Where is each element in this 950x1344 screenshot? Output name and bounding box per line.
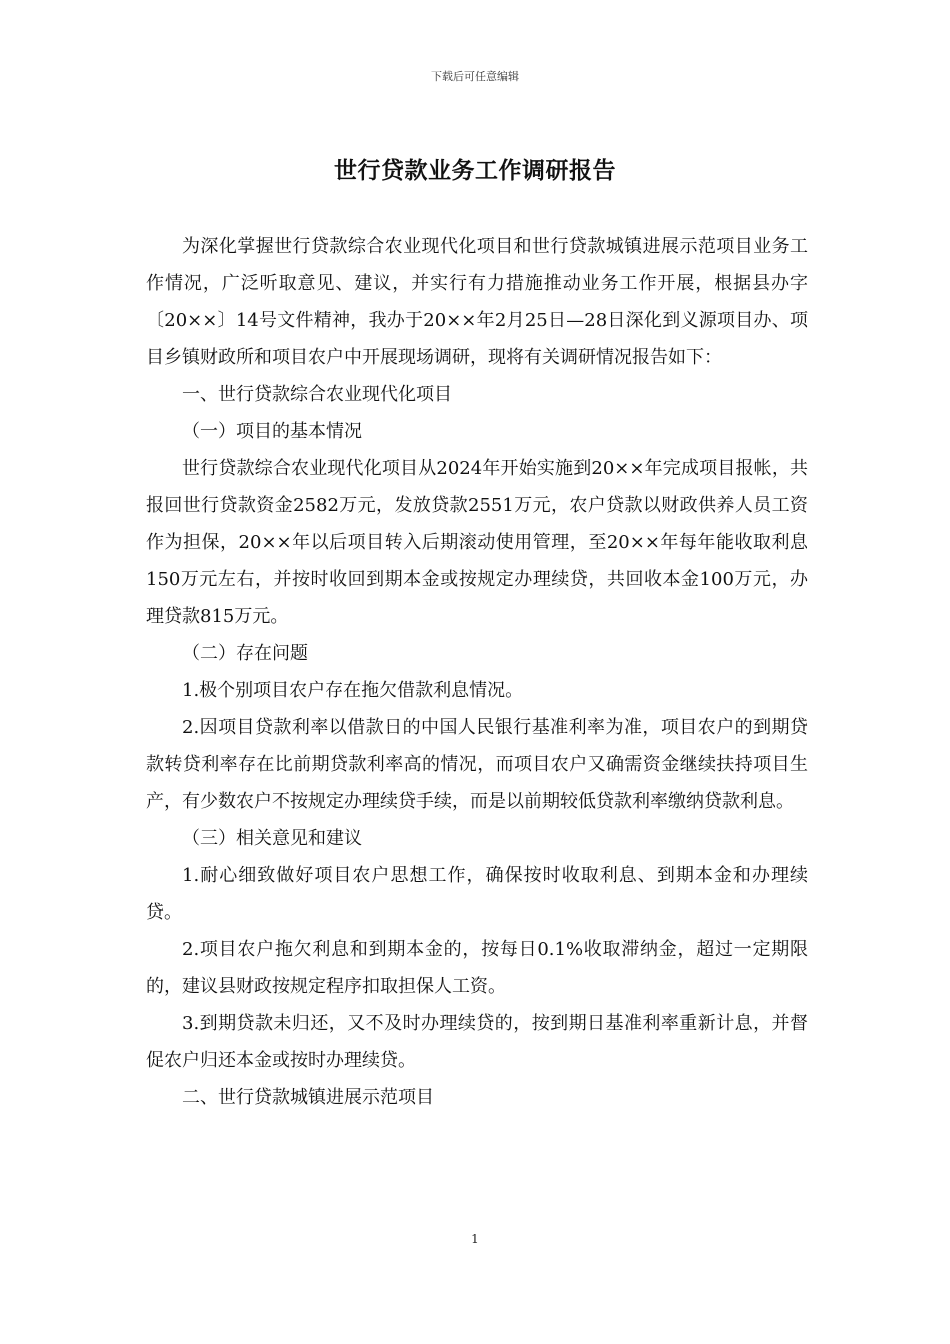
paragraph-problem-1: 1.极个别项目农户存在拖欠借款利息情况。 [182, 680, 524, 701]
paragraph-suggestion-2: 2.项目农户拖欠利息和到期本金的，按每日0.1%收取滞纳金，超过一定期限的，建议县财政按规定程序扣取担保人工资。 [146, 939, 808, 997]
heading-subsection-3: （三）相关意见和建议 [182, 828, 362, 849]
page-number: 1 [471, 1232, 479, 1246]
document-body [146, 228, 808, 1116]
header-note: 下载后可任意编辑 [431, 70, 519, 83]
heading-section-1: 一、世行贷款综合农业现代化项目 [182, 384, 452, 405]
heading-section-2: 二、世行贷款城镇进展示范项目 [182, 1087, 434, 1108]
heading-subsection-2: （二）存在问题 [182, 643, 308, 664]
document-title: 世行贷款业务工作调研报告 [334, 157, 616, 184]
paragraph-suggestion-1: 1.耐心细致做好项目农户思想工作，确保按时收取利息、到期本金和办理续贷。 [146, 865, 808, 923]
paragraph-problem-2: 2.因项目贷款利率以借款日的中国人民银行基准利率为准，项目农户的到期贷款转贷利率存在比前期贷款利率高的情况，而项目农户又确需资金继续扶持项目生产，有少数农户不按规定办理续贷手续，而是以前期较低贷款利率缴纳贷款利息。 [146, 717, 808, 812]
heading-subsection-1: （一）项目的基本情况 [182, 421, 362, 442]
paragraph-basic-info: 世行贷款综合农业现代化项目从2024年开始实施到20××年完成项目报帐，共报回世行贷款资金2582万元，发放贷款2551万元，农户贷款以财政供养人员工资作为担保，20××年以后项目转入后期滚动使用管理，至20××年每年能收取利息150万元左右，并按时收回到期本金或按规定办理续贷，共回收本金100万元，办理贷款815万元。 [146, 458, 808, 627]
paragraph-intro: 为深化掌握世行贷款综合农业现代化项目和世行贷款城镇进展示范项目业务工作情况，广泛听取意见、建议，并实行有力措施推动业务工作开展，根据县办字〔20××〕14号文件精神，我办于20××年2月25日—28日深化到义源项目办、项目乡镇财政所和项目农户中开展现场调研，现将有关调研情况报告如下： [146, 236, 808, 368]
paragraph-suggestion-3: 3.到期贷款未归还，又不及时办理续贷的，按到期日基准利率重新计息，并督促农户归还本金或按时办理续贷。 [146, 1013, 808, 1071]
